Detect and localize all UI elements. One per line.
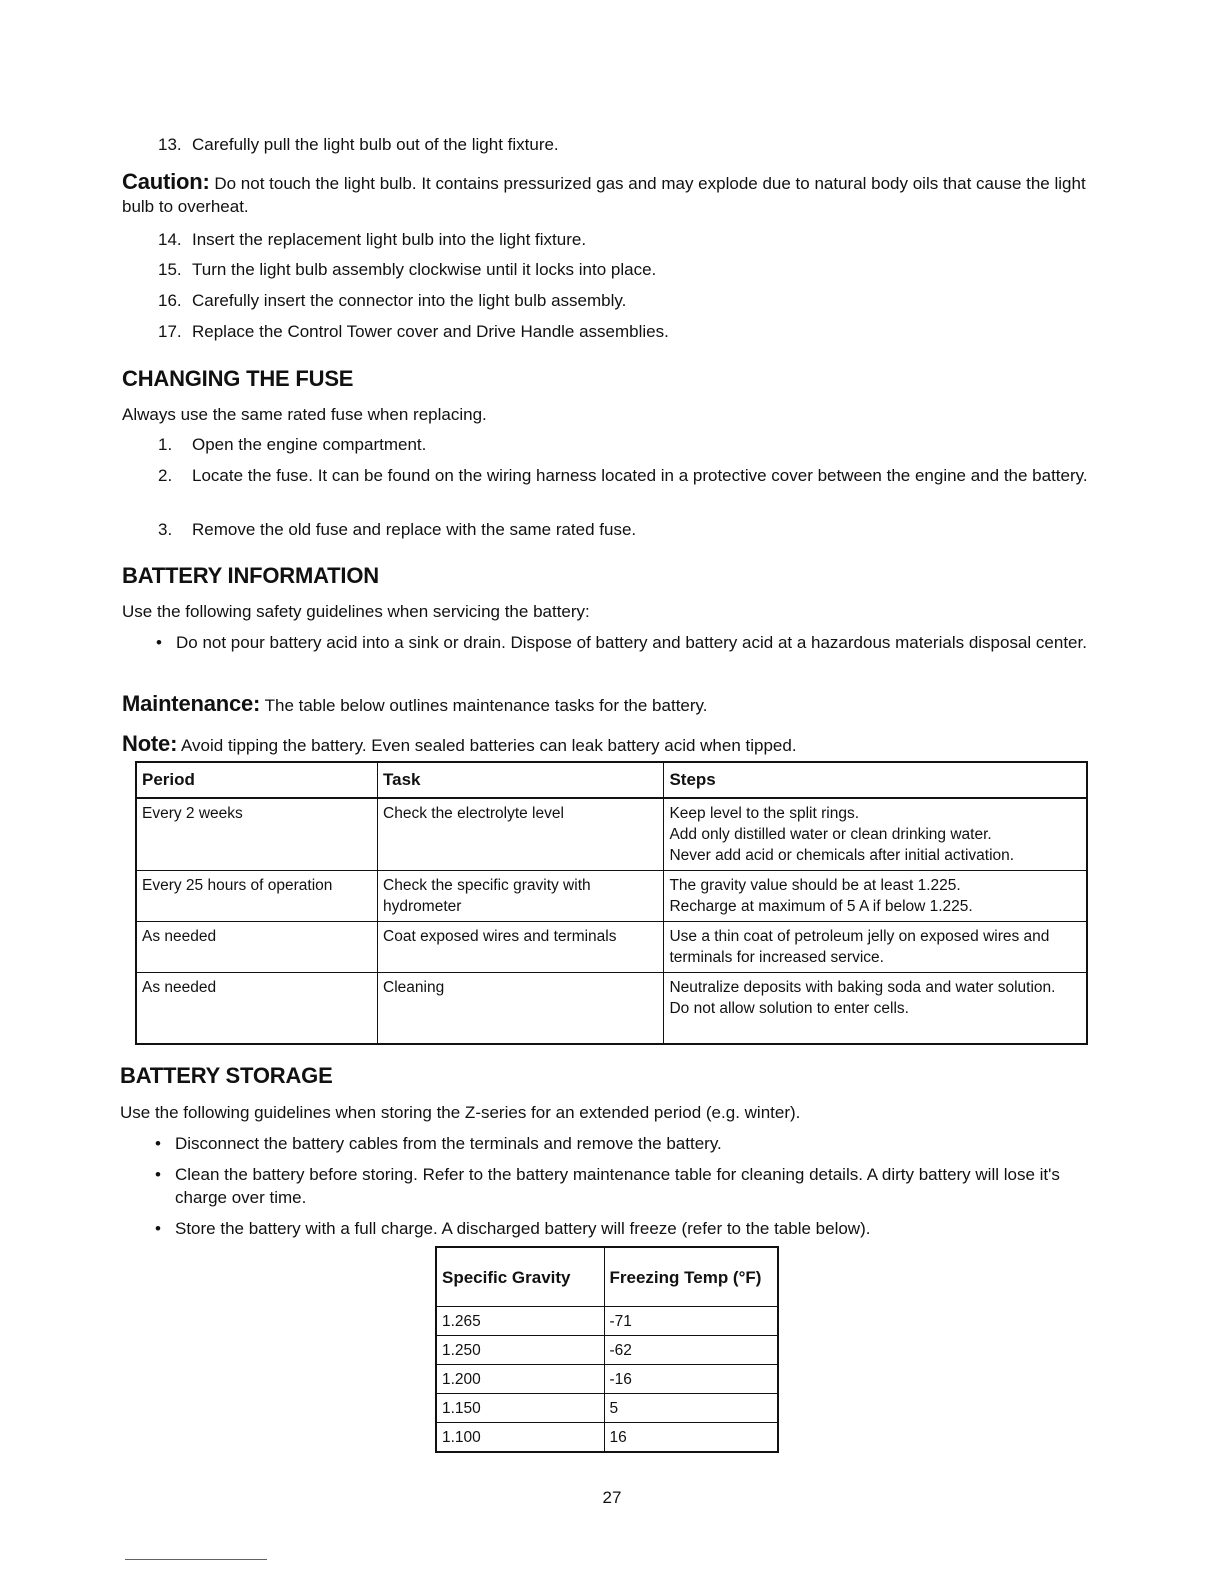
bullet-symbol: • — [155, 1219, 161, 1238]
caution-label: Caution: — [122, 169, 210, 194]
period-cell: Every 2 weeks — [136, 798, 378, 871]
steps-line: Never add acid or chemicals after initial activation. — [669, 847, 1015, 864]
step-number: 15. — [158, 260, 182, 279]
period-cell: Every 25 hours of operation — [136, 871, 378, 922]
bullet-symbol: • — [155, 1165, 161, 1184]
step-number: 14. — [158, 230, 182, 249]
task-cell: Cleaning — [378, 973, 664, 1044]
table-header-row — [436, 1247, 778, 1307]
column-header-period: Period — [136, 762, 378, 798]
storage-intro: Use the following guidelines when storing the Z-series for an extended period (e.g. winter). — [120, 1103, 801, 1122]
bullet-text: Do not pour battery acid into a sink or drain. Dispose of battery and battery acid at a hazardous materials disposal center. — [176, 633, 1087, 652]
steps-line: Neutralize deposits with baking soda and water solution. — [669, 979, 1056, 996]
bullet-text: Clean the battery before storing. Refer to the battery maintenance table for cleaning details. A dirty battery will lose it's charge over time. — [175, 1165, 1060, 1207]
gravity-cell: 1.100 — [436, 1423, 604, 1453]
note-text: Avoid tipping the battery. Even sealed batteries can leak battery acid when tipped. — [181, 736, 797, 755]
maintenance-text: The table below outlines maintenance tasks for the battery. — [264, 696, 708, 715]
step-text: Carefully pull the light bulb out of the light fixture. — [192, 135, 559, 154]
freezing-temp-table — [435, 1246, 779, 1453]
step-number: 1. — [158, 435, 173, 454]
task-cell: Check the electrolyte level — [378, 798, 664, 871]
gravity-cell: 1.265 — [436, 1307, 604, 1336]
fuse-intro: Always use the same rated fuse when replacing. — [122, 405, 487, 424]
note-paragraph — [122, 732, 1112, 757]
section-heading-battery-storage: BATTERY STORAGE — [120, 1063, 333, 1088]
step-number: 2. — [158, 466, 173, 485]
step-text: Remove the old fuse and replace with the same rated fuse. — [192, 520, 637, 539]
step-text: Insert the replacement light bulb into the light fixture. — [192, 230, 587, 249]
steps-cell — [664, 798, 1087, 871]
steps-line: Add only distilled water or clean drinking water. — [669, 826, 992, 843]
column-header-task: Task — [378, 762, 664, 798]
step-text: Open the engine compartment. — [192, 435, 427, 454]
temp-cell: -62 — [604, 1336, 778, 1365]
column-header-freezing-temp: Freezing Temp (°F) — [604, 1247, 778, 1307]
battery-info-intro: Use the following safety guidelines when servicing the battery: — [122, 602, 590, 621]
page-number: 27 — [602, 1488, 622, 1507]
maintenance-paragraph — [122, 692, 1112, 717]
temp-cell: -71 — [604, 1307, 778, 1336]
step-text: Carefully insert the connector into the light bulb assembly. — [192, 291, 627, 310]
maintenance-table — [135, 761, 1088, 1045]
steps-cell — [664, 922, 1087, 973]
table-row — [436, 1423, 778, 1453]
bullet-symbol: • — [156, 633, 162, 652]
table-row — [436, 1365, 778, 1394]
caution-paragraph — [122, 170, 1112, 218]
bullet-text: Disconnect the battery cables from the terminals and remove the battery. — [175, 1134, 722, 1153]
column-header-steps: Steps — [664, 762, 1087, 798]
step-number: 16. — [158, 291, 182, 310]
steps-line: The gravity value should be at least 1.225. — [669, 877, 961, 894]
period-cell: As needed — [136, 973, 378, 1044]
steps-line: Do not allow solution to enter cells. — [669, 1000, 909, 1017]
gravity-cell: 1.150 — [436, 1394, 604, 1423]
caution-text: Do not touch the light bulb. It contains pressurized gas and may explode due to natural body oils that cause the light bulb to overheat. — [122, 174, 1086, 216]
step-number: 17. — [158, 322, 182, 341]
column-header-specific-gravity: Specific Gravity — [436, 1247, 604, 1307]
section-heading-fuse: CHANGING THE FUSE — [122, 366, 354, 391]
temp-cell: 5 — [604, 1394, 778, 1423]
steps-cell — [664, 871, 1087, 922]
gravity-cell: 1.200 — [436, 1365, 604, 1394]
bullet-text: Store the battery with a full charge. A discharged battery will freeze (refer to the table below). — [175, 1219, 871, 1238]
steps-cell — [664, 973, 1087, 1044]
gravity-cell: 1.250 — [436, 1336, 604, 1365]
task-cell: Check the specific gravity with hydrometer — [378, 871, 664, 922]
note-label: Note: — [122, 731, 178, 756]
step-text: Locate the fuse. It can be found on the wiring harness located in a protective cover between the engine and the battery. — [192, 466, 1088, 485]
temp-cell: 16 — [604, 1423, 778, 1453]
step-number: 13. — [158, 135, 182, 154]
task-cell: Coat exposed wires and terminals — [378, 922, 664, 973]
table-row — [436, 1307, 778, 1336]
footer-rule — [125, 1559, 267, 1560]
period-cell: As needed — [136, 922, 378, 973]
step-number: 3. — [158, 520, 173, 539]
step-text: Turn the light bulb assembly clockwise until it locks into place. — [192, 260, 657, 279]
steps-line: Recharge at maximum of 5 A if below 1.225. — [669, 898, 973, 915]
table-row — [136, 871, 1087, 922]
step-text: Replace the Control Tower cover and Drive Handle assemblies. — [192, 322, 669, 341]
table-row — [436, 1394, 778, 1423]
table-row — [136, 798, 1087, 871]
temp-cell: -16 — [604, 1365, 778, 1394]
table-header-row — [136, 762, 1087, 798]
steps-line: Use a thin coat of petroleum jelly on exposed wires and terminals for increased service. — [669, 928, 1050, 966]
section-heading-battery-info: BATTERY INFORMATION — [122, 563, 379, 588]
table-row — [136, 922, 1087, 973]
table-row — [136, 973, 1087, 1044]
steps-line: Keep level to the split rings. — [669, 805, 860, 822]
table-row — [436, 1336, 778, 1365]
bullet-symbol: • — [155, 1134, 161, 1153]
maintenance-label: Maintenance: — [122, 691, 261, 716]
